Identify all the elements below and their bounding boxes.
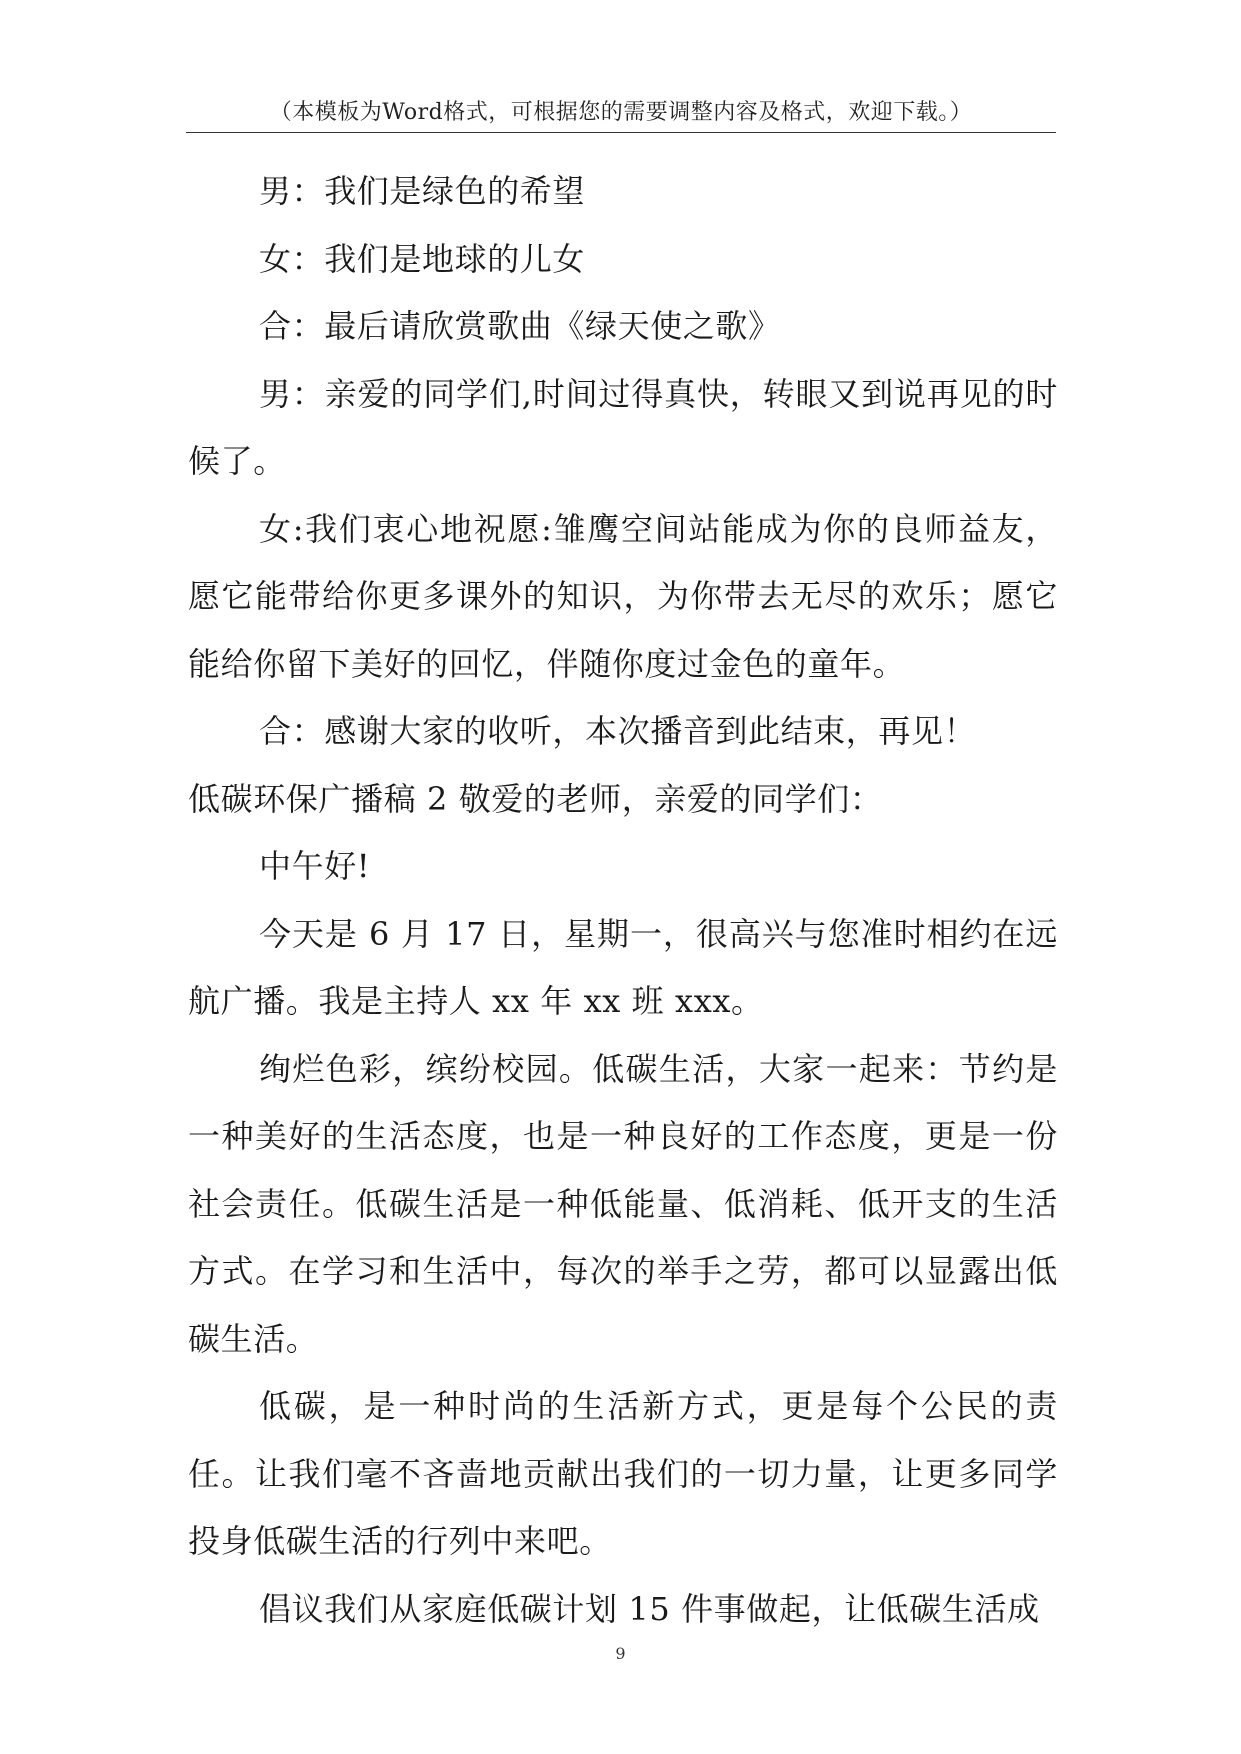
paragraph-male-goodbye: 男：亲爱的同学们,时间过得真快，转眼又到说再见的时候了。 — [188, 374, 1058, 480]
paragraph-together-closing: 合：感谢大家的收听，本次播音到此结束，再见！ — [259, 712, 977, 750]
paragraph-greeting: 中午好! — [259, 847, 371, 885]
paragraph-low-carbon-fashion: 低碳，是一种时尚的生活新方式，更是每个公民的责任。让我们毫不吝啬地贡献出我们的一切力量，让更多同学投身低碳生活的行列中来吧。 — [188, 1387, 1058, 1560]
paragraph-together-song: 合：最后请欣赏歌曲《绿天使之歌》 — [259, 307, 781, 345]
paragraph-male-green-hope: 男：我们是绿色的希望 — [259, 172, 586, 210]
paragraph-proposal: 倡议我们从家庭低碳计划 15 件事做起，让低碳生活成 — [259, 1589, 1040, 1628]
template-notice-header: （本模板为Word格式，可根据您的需要调整内容及格式，欢迎下载。） — [269, 100, 973, 125]
paragraph-low-carbon-life: 绚烂色彩，缤纷校园。低碳生活，大家一起来：节约是一种美好的生活态度，也是一种良好的工作态度，更是一份社会责任。低碳生活是一种低能量、低消耗、低开支的生活方式。在学习和生活中，每次的举手之劳，都可以显露出低碳生活。 — [188, 1049, 1058, 1358]
header-divider — [186, 132, 1056, 133]
page-number: 9 — [615, 1644, 626, 1663]
paragraph-date-intro: 今天是 6 月 17 日，星期一，很高兴与您准时相约在远航广播。我是主持人 xx 年 xx 班 xxx。 — [188, 914, 1058, 1020]
paragraph-female-wishes: 女:我们衷心地祝愿:雏鹰空间站能成为你的良师益友，愿它能带给你更多课外的知识，为你带去无尽的欢乐；愿它能给你留下美好的回忆，伴随你度过金色的童年。 — [188, 509, 1058, 683]
document-body — [188, 158, 1058, 1643]
paragraph-broadcast-2-title: 低碳环保广播稿 2 敬爱的老师，亲爱的同学们： — [188, 779, 883, 818]
paragraph-female-earth-children: 女：我们是地球的儿女 — [259, 239, 586, 278]
